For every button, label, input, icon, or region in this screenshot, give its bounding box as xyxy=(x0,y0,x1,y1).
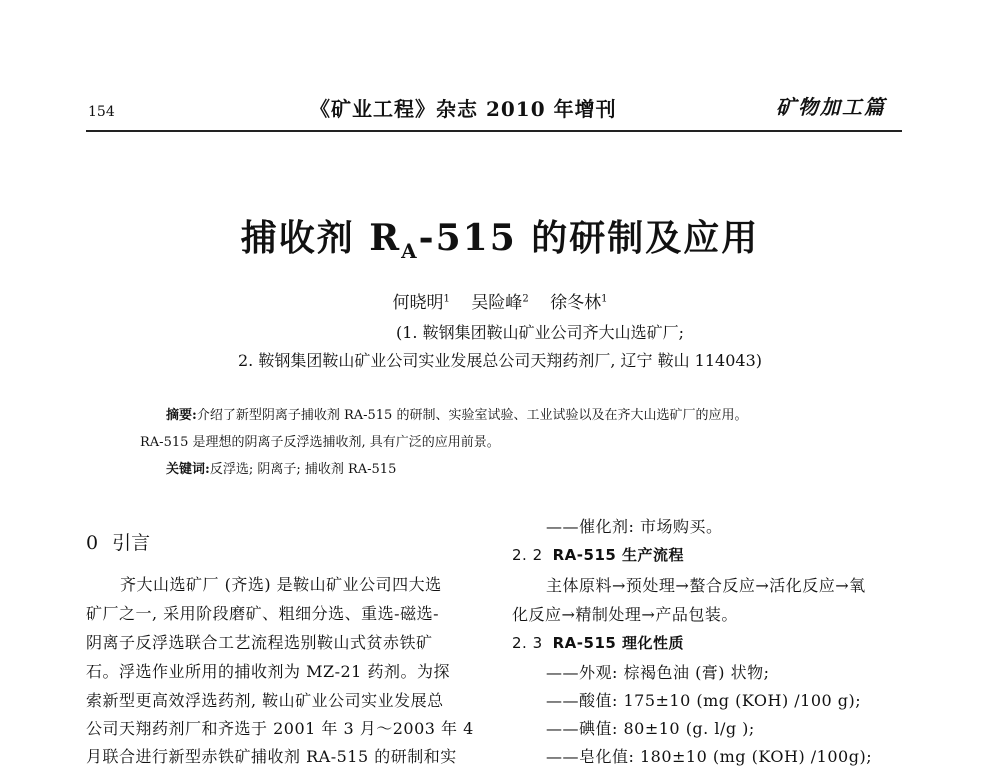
authors xyxy=(0,288,1000,313)
author: 徐冬林$^1$ xyxy=(550,293,608,313)
journal-title: 《矿业工程》杂志 2010 年增刊 xyxy=(310,97,617,121)
body-line: 阴离子反浮选联合工艺流程选别鞍山式贫赤铁矿 xyxy=(86,633,433,652)
page-number: 154 xyxy=(88,104,115,120)
property-line: ——碘值: 80±10 (g. l/g ); xyxy=(546,719,755,738)
author: 何晓明$^1$ xyxy=(392,293,450,313)
title-prefix: 捕收剂 R xyxy=(240,217,402,259)
section-2-2-heading: 2. 2 RA-515 生产流程 xyxy=(512,546,685,564)
keywords: 关键词:反浮选; 阴离子; 捕收剂 RA-515 xyxy=(166,462,397,477)
affiliation-1: (1. 鞍钢集团鞍山矿业公司齐大山选矿厂; xyxy=(396,323,684,342)
body-line: 石。浮选作业所用的捕收剂为 MZ-21 药剂。为探 xyxy=(86,662,450,681)
affiliation-2: 2. 鞍钢集团鞍山矿业公司实业发展总公司天翔药剂厂, 辽宁 鞍山 114043) xyxy=(237,351,763,370)
header-rule xyxy=(86,130,902,132)
property-line: ——外观: 棕褐色油 (膏) 状物; xyxy=(546,663,770,682)
article-title xyxy=(0,210,1000,263)
abstract-line-1: 摘要:介绍了新型阴离子捕收剂 RA-515 的研制、实验室试验、工业试验以及在齐大山选矿厂的应用。 xyxy=(166,408,748,423)
body-line: 索新型更高效浮选药剂, 鞍山矿业公司实业发展总 xyxy=(86,691,444,710)
abstract-label: 摘要: xyxy=(166,408,197,423)
section-heading: 0 引言 xyxy=(86,532,151,554)
title-subscript: A xyxy=(401,239,419,264)
title-suffix: -515 的研制及应用 xyxy=(418,217,760,259)
property-line: ——酸值: 175±10 (mg (KOH) /100 g); xyxy=(546,691,862,710)
section-2-3-heading: 2. 3 RA-515 理化性质 xyxy=(512,634,685,652)
process-line-2: 化反应→精制处理→产品包装。 xyxy=(512,605,738,624)
body-line: 齐大山选矿厂 (齐选) 是鞍山矿业公司四大选 xyxy=(120,575,442,594)
body-line: 公司天翔药剂厂和齐选于 2001 年 3 月～2003 年 4 xyxy=(86,719,474,738)
body-line: 矿厂之一, 采用阶段磨矿、粗细分选、重选-磁选- xyxy=(86,604,439,623)
abstract-line-2: RA-515 是理想的阴离子反浮选捕收剂, 具有广泛的应用前景。 xyxy=(140,435,500,450)
section-label: 矿物加工篇 xyxy=(776,95,886,119)
catalyst-line: ——催化剂: 市场购买。 xyxy=(546,517,723,536)
keywords-label: 关键词: xyxy=(166,462,210,477)
process-line-1: 主体原料→预处理→螯合反应→活化反应→氧 xyxy=(546,576,866,595)
body-line: 月联合进行新型赤铁矿捕收剂 RA-515 的研制和实 xyxy=(86,747,457,766)
property-line: ——皂化值: 180±10 (mg (KOH) /100g); xyxy=(546,747,873,766)
author: 吴险峰$^2$ xyxy=(471,293,529,313)
